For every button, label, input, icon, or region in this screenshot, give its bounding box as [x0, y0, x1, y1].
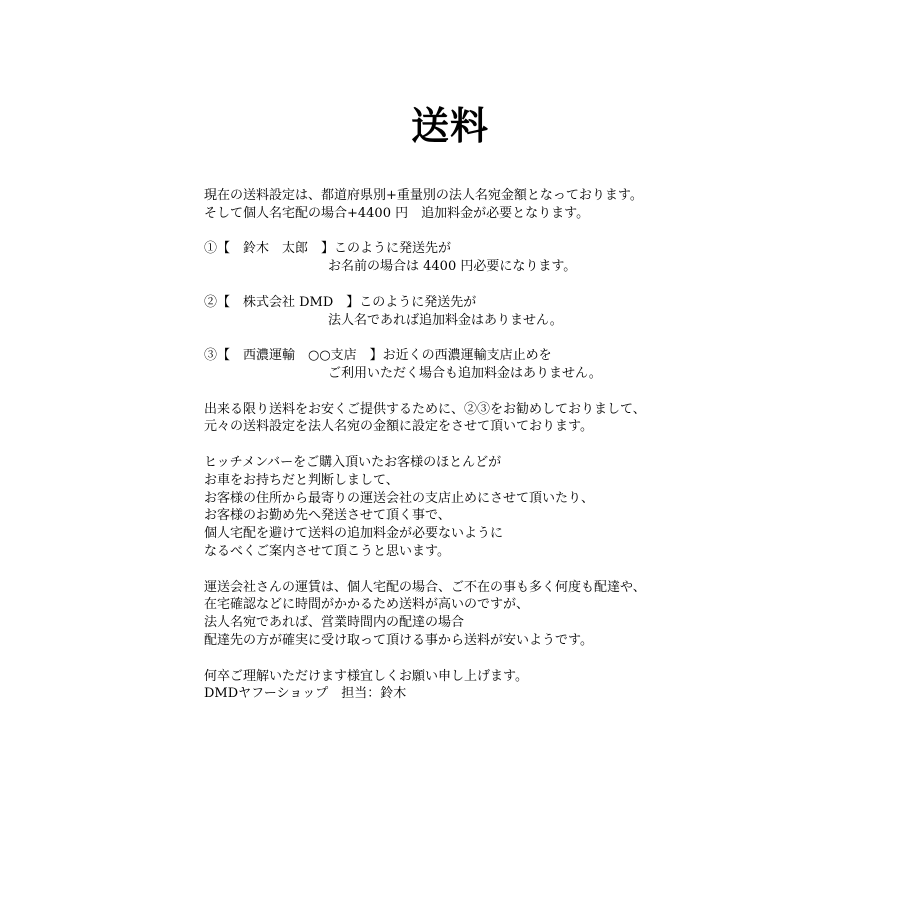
paragraph-line: 元々の送料設定を法人名宛の金額に設定をさせて頂いております。: [204, 419, 593, 435]
example-item-note: 法人名であれば追加料金はありません。: [328, 312, 563, 328]
example-item-heading: ①【 鈴木 太郎 】このように発送先が: [204, 241, 452, 257]
example-item-3: [204, 347, 864, 383]
paragraph-line: ヒッチメンバーをご購入頂いたお客様のほとんどが: [204, 454, 502, 470]
closing-text: 何卒ご理解いただけます様宜しくお願い申し上げます。: [204, 668, 528, 684]
carrier-paragraph: [204, 579, 864, 650]
paragraph-line: 出来る限り送料をお安くご提供するために、②③をお勧めしておりまして、: [204, 401, 646, 417]
document-body: [204, 187, 864, 703]
paragraph-line: 配達先の方が確実に受け取って頂ける事から送料が安いようです。: [204, 632, 593, 648]
example-item-2: [204, 294, 864, 330]
example-item-note: ご利用いただく場合も追加料金はありません。: [328, 365, 602, 381]
paragraph-line: 法人名宛であれば、営業時間内の配達の場合: [204, 615, 465, 631]
example-item-1: [204, 240, 864, 276]
paragraph-line: お客様の住所から最寄りの運送会社の支店止めにさせて頂いたり、: [204, 490, 595, 506]
paragraph-line: お客様のお勤め先へ発送させて頂く事で、: [204, 508, 451, 524]
paragraph-line: 在宅確認などに時間がかかるため送料が高いのですが、: [204, 597, 530, 613]
example-item-note: お名前の場合は 4400 円必要になります。: [328, 259, 577, 275]
signature: DMDヤフーショップ 担当：鈴木: [204, 686, 407, 702]
paragraph-line: なるべくご案内させて頂こうと思います。: [204, 543, 450, 559]
intro-paragraph: [204, 187, 864, 223]
intro-line: そして個人名宅配の場合+4400 円 追加料金が必要となります。: [204, 205, 590, 221]
intro-line: 現在の送料設定は、都道府県別+重量別の法人名宛金額となっております。: [204, 188, 643, 203]
paragraph-line: お車をお持ちだと判断しまして、: [204, 472, 399, 488]
hitch-member-paragraph: [204, 454, 864, 561]
paragraph-line: 個人宅配を避けて送料の追加料金が必要ないように: [204, 526, 504, 542]
closing-block: [204, 668, 864, 704]
page-title: 送料: [410, 104, 489, 148]
paragraph-line: 運送会社さんの運賃は、個人宅配の場合、ご不在の事も多く何度も配達や、: [204, 579, 646, 595]
example-item-heading: ②【 株式会社 DMD 】このように発送先が: [204, 294, 477, 310]
recommend-paragraph: [204, 401, 864, 437]
example-item-heading: ③【 西濃運輸 ○○支店 】お近くの西濃運輸支店止めを: [204, 348, 552, 364]
